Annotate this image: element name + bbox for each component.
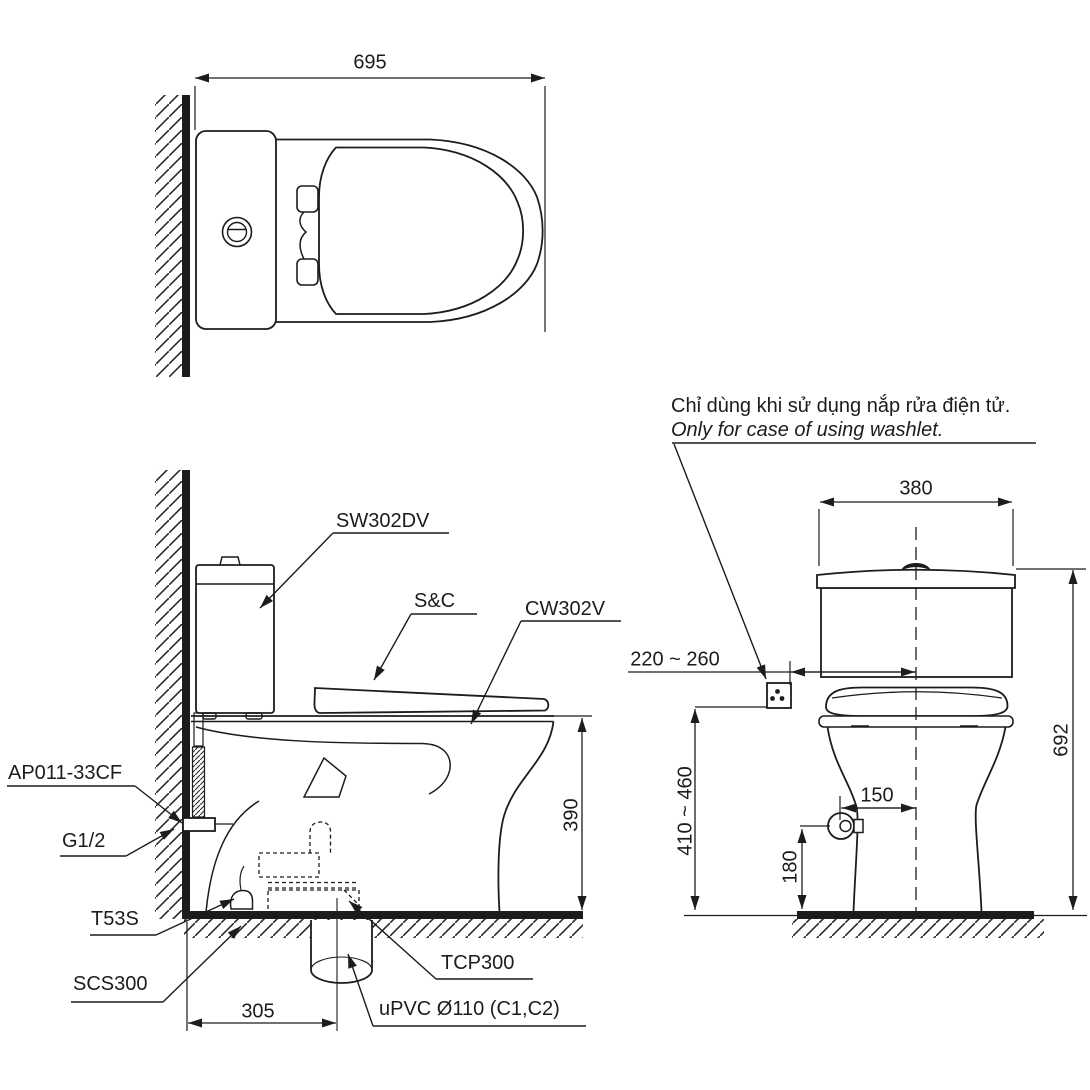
dim-top-depth: 695	[353, 51, 387, 74]
label-outlet-socket: TCP300	[441, 952, 515, 974]
side-floor-hatch	[184, 919, 583, 938]
label-floor-set: SCS300	[73, 973, 148, 995]
top-wall-line	[182, 95, 190, 377]
side-view-drawing	[7, 470, 621, 1031]
top-bowl-outline	[276, 140, 543, 323]
angle-valve-fitting	[183, 818, 215, 831]
supply-hose	[193, 747, 205, 817]
dim-tank-width: 380	[899, 477, 933, 500]
side-tank	[196, 565, 274, 713]
seat-hinge-left	[297, 186, 318, 212]
note-vietnamese: Chỉ dùng khi sử dụng nắp rửa điện tử.	[671, 395, 1011, 417]
dim-rim-height: 390	[560, 798, 583, 832]
label-trap-seal: T53S	[91, 908, 139, 930]
side-wall-line	[182, 470, 190, 919]
dim-outlet-height-range: 410 ~ 460	[674, 766, 697, 856]
seat-hinge-right	[297, 259, 318, 285]
top-wall-hatch	[155, 95, 183, 377]
dim-overall-height: 692	[1050, 723, 1073, 757]
top-seat-lid	[319, 148, 523, 315]
dim-valve-offset: 150	[860, 784, 894, 807]
dim-wall-to-drain: 305	[241, 1000, 275, 1023]
side-seat-cover	[314, 688, 548, 713]
side-floor-line	[184, 911, 583, 919]
supply-valve-icon	[828, 813, 854, 839]
front-floor-hatch	[792, 919, 1044, 938]
dim-valve-height: 180	[779, 850, 802, 884]
label-seat-cover: S&C	[414, 590, 456, 612]
label-cistern: SW302DV	[336, 510, 430, 532]
front-view-drawing	[628, 502, 1087, 938]
washlet-outlet-icon	[767, 683, 791, 708]
label-bowl: CW302V	[525, 598, 606, 620]
dim-outlet-offset: 220 ~ 260	[630, 648, 720, 671]
concealed-outlet-piping	[259, 822, 359, 917]
side-bowl-profile	[498, 722, 553, 913]
drain-pipe-part	[311, 920, 372, 983]
note-english: Only for case of using washlet.	[671, 419, 944, 441]
front-pedestal-right	[976, 727, 1006, 912]
label-drain-pipe: uPVC Ø110 (C1,C2)	[379, 998, 560, 1020]
label-supply-thread: G1/2	[62, 830, 106, 852]
top-view-drawing	[155, 78, 545, 377]
label-angle-valve: AP011-33CF	[8, 762, 123, 784]
side-wall-hatch	[155, 470, 183, 919]
